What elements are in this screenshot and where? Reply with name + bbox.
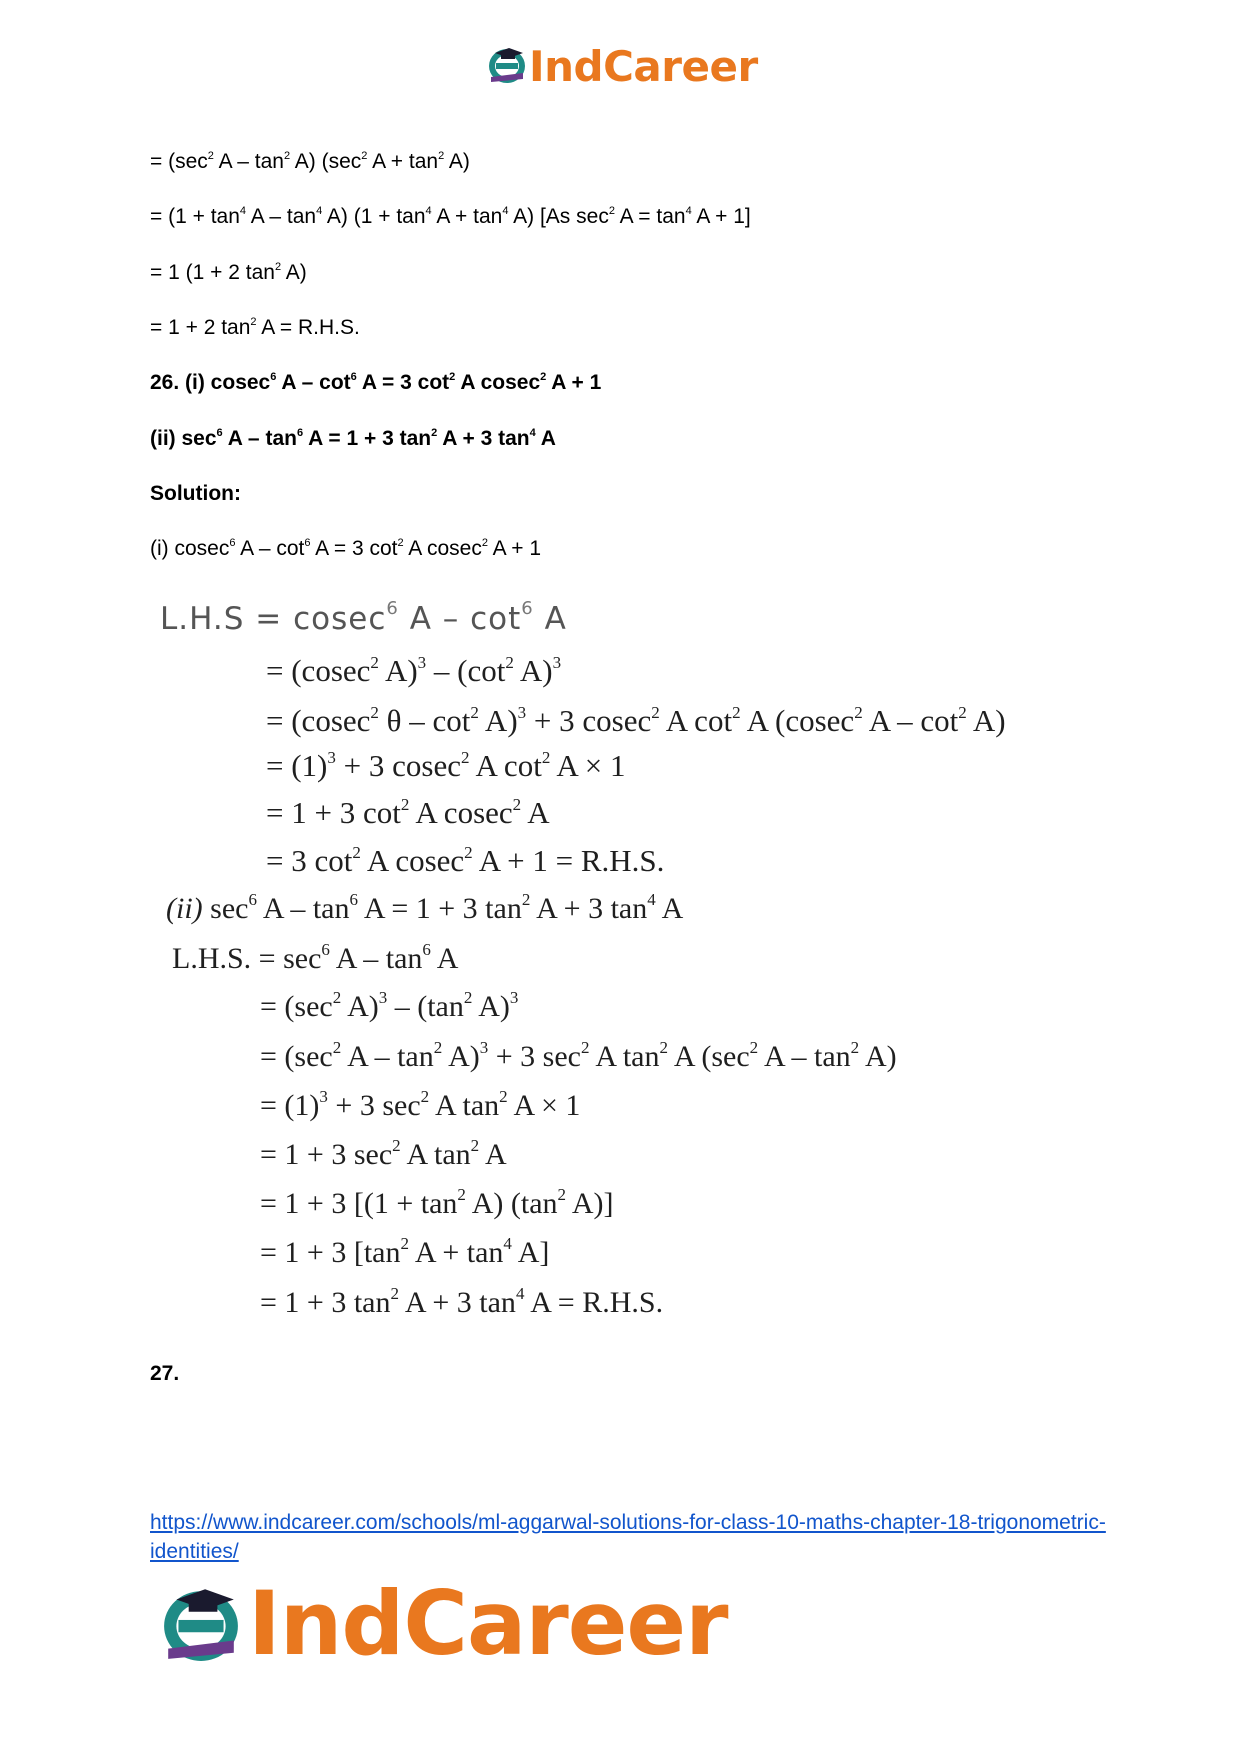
exponent: 4 xyxy=(425,205,432,217)
expression-text: A xyxy=(533,601,567,637)
expression-text: = (1) xyxy=(260,1089,320,1122)
exponent: 2 xyxy=(332,988,342,1007)
solution-step xyxy=(166,890,684,925)
exponent: 6 xyxy=(349,890,358,909)
exponent: 6 xyxy=(270,371,277,383)
solution-step xyxy=(266,655,561,686)
expression-text: A) xyxy=(472,990,510,1023)
expression-text: A – tan xyxy=(213,150,284,173)
expression-text: = (1) xyxy=(266,748,328,783)
exponent: 2 xyxy=(580,1038,590,1057)
expression-text: θ – cot xyxy=(378,703,471,738)
exponent: 2 xyxy=(460,748,470,767)
exponent: 4 xyxy=(647,890,656,909)
exponent: 3 xyxy=(552,653,562,672)
solution-step xyxy=(260,1136,507,1171)
expression-text: 26. (i) cosec xyxy=(150,371,271,394)
logo-wordmark: IndCareer xyxy=(529,41,758,91)
solution-step xyxy=(260,1038,897,1073)
exponent: 2 xyxy=(392,1136,401,1155)
expression-text: A – tan xyxy=(329,942,423,975)
expression-text: A) (1 + tan xyxy=(322,205,426,228)
text-line xyxy=(150,204,751,230)
expression-text: A + 3 tan xyxy=(399,1286,516,1319)
expression-text: A × 1 xyxy=(507,1089,581,1122)
expression-text: L.H.S = cosec xyxy=(160,601,387,637)
expression-text: A tan xyxy=(589,1040,660,1073)
exponent: 4 xyxy=(503,1234,512,1253)
expression-text: A) xyxy=(341,990,379,1023)
expression-text: A xyxy=(479,1138,507,1171)
exponent: 2 xyxy=(274,261,282,273)
solution-step xyxy=(172,940,459,975)
expression-text: = (sec xyxy=(260,990,333,1023)
expression-text: A) (tan xyxy=(465,1187,558,1220)
expression-text: + 3 sec xyxy=(488,1040,581,1073)
exponent: 6 xyxy=(386,598,399,619)
expression-text: A – tan xyxy=(222,427,297,450)
text-line xyxy=(150,149,470,175)
expression-text: = (cosec xyxy=(266,653,371,688)
expression-text: A × 1 xyxy=(550,748,626,783)
expression-text: A = 1 + 3 tan xyxy=(357,892,522,925)
expression-text: A = 1 + 3 tan xyxy=(303,427,432,450)
exponent: 2 xyxy=(464,843,473,862)
expression-text: A xyxy=(521,795,550,830)
part-label: (ii) xyxy=(166,892,203,925)
exponent: 6 xyxy=(350,371,357,383)
expression-text: (i) cosec xyxy=(150,537,230,560)
expression-text: = (sec xyxy=(260,1040,333,1073)
exponent: 2 xyxy=(370,653,379,672)
solution-step xyxy=(260,988,519,1023)
exponent: 4 xyxy=(529,427,536,439)
expression-text: A + 1] xyxy=(691,205,751,228)
expression-text: A + 1 = R.H.S. xyxy=(472,843,665,878)
expression-text: A = tan xyxy=(614,205,686,228)
indcareer-logo-footer[interactable] xyxy=(160,1572,728,1675)
expression-text: = 1 + 3 cot xyxy=(266,795,401,830)
expression-text: = 3 cot xyxy=(266,843,353,878)
expression-text: A = 3 cot xyxy=(356,371,450,394)
expression-text: A) xyxy=(478,703,518,738)
exponent: 2 xyxy=(449,371,456,383)
exponent: 3 xyxy=(517,703,527,722)
expression-text: A + 3 tan xyxy=(530,892,648,925)
expression-text: A = R.H.S. xyxy=(524,1286,664,1319)
expression-text: A cot xyxy=(659,703,733,738)
solution-step xyxy=(260,1087,581,1122)
exponent: 2 xyxy=(651,703,660,722)
exponent: 2 xyxy=(481,537,488,549)
source-url-link[interactable]: https://www.indcareer.com/schools/ml-aggarwal-solutions-for-class-10-maths-chapter-18-trigonometric-identities/ xyxy=(150,1511,1106,1563)
expression-text: A] xyxy=(511,1236,550,1269)
expression-text: A cosec xyxy=(409,795,513,830)
exponent: 3 xyxy=(378,988,388,1007)
exponent: 3 xyxy=(327,748,336,767)
expression-text: = 1 + 3 [(1 + tan xyxy=(260,1187,458,1220)
exponent: 6 xyxy=(304,537,311,549)
expression-text: – (tan xyxy=(387,990,464,1023)
expression-text: A – cot xyxy=(235,537,305,560)
expression-text: = 1 (1 + 2 tan xyxy=(150,261,275,284)
exponent: 2 xyxy=(521,890,531,909)
expression-text: L.H.S. = sec xyxy=(172,942,322,975)
expression-text: A (sec xyxy=(667,1040,750,1073)
exponent: 2 xyxy=(370,703,379,722)
expression-text: A) xyxy=(442,1040,480,1073)
solution-label xyxy=(150,481,241,507)
exponent: 6 xyxy=(321,940,330,959)
expression-text: = (1 + tan xyxy=(150,205,240,228)
expression-text: A + 1 xyxy=(546,371,602,394)
expression-text: A cot xyxy=(469,748,542,783)
solution-step xyxy=(266,705,1006,736)
exponent: 2 xyxy=(470,1136,480,1155)
expression-text: A + 3 tan xyxy=(437,427,530,450)
exponent: 6 xyxy=(296,427,304,439)
text-line xyxy=(150,536,541,562)
exponent: 2 xyxy=(433,1038,443,1057)
exponent: 3 xyxy=(509,988,519,1007)
exponent: 4 xyxy=(316,205,323,217)
expression-text: A tan xyxy=(429,1089,500,1122)
expression-text: A – tan xyxy=(341,1040,434,1073)
expression-text: A) xyxy=(378,653,418,688)
exponent: 2 xyxy=(361,150,368,162)
expression-text: A + tan xyxy=(367,150,439,173)
exponent: 2 xyxy=(540,371,547,383)
exponent: 2 xyxy=(463,988,473,1007)
expression-text: A cosec xyxy=(403,537,482,560)
expression-text: A – cot xyxy=(276,371,351,394)
expression-text: = (cosec xyxy=(266,703,371,738)
exponent: 6 xyxy=(216,427,223,439)
exponent: 6 xyxy=(229,537,236,549)
expression-text: A + 1 xyxy=(487,537,542,560)
expression-text: A (cosec xyxy=(740,703,855,738)
exponent: 3 xyxy=(479,1038,489,1057)
exponent: 2 xyxy=(470,703,479,722)
expression-text: A tan xyxy=(400,1138,471,1171)
expression-text: A xyxy=(655,892,684,925)
indcareer-logo-header[interactable] xyxy=(487,41,758,91)
exponent: 6 xyxy=(521,598,534,619)
graduation-cap-book-icon xyxy=(487,44,527,89)
expression-text: A = 3 cot xyxy=(310,537,398,560)
exponent: 2 xyxy=(283,150,291,162)
exponent: 2 xyxy=(332,1038,342,1057)
exponent: 2 xyxy=(431,427,438,439)
expression-text: A xyxy=(535,427,556,450)
exponent: 4 xyxy=(502,205,509,217)
expression-text: A cosec xyxy=(455,371,541,394)
text-line xyxy=(150,315,360,341)
graduation-cap-book-icon xyxy=(160,1581,242,1668)
exponent: 2 xyxy=(659,1038,668,1057)
expression-text: A) [As sec xyxy=(508,205,609,228)
exponent: 2 xyxy=(438,150,445,162)
expression-text: sec xyxy=(202,892,249,925)
solution-step xyxy=(260,1234,550,1269)
exponent: 2 xyxy=(352,843,361,862)
expression-text: = (sec xyxy=(150,150,208,173)
question-heading xyxy=(150,370,601,396)
exponent: 2 xyxy=(505,653,514,672)
expression-text: A – tan xyxy=(758,1040,851,1073)
logo-wordmark: IndCareer xyxy=(248,1572,728,1675)
expression-text: A – tan xyxy=(246,205,317,228)
expression-text: (ii) sec xyxy=(150,427,217,450)
exponent: 2 xyxy=(541,748,551,767)
expression-text: = 1 + 2 tan xyxy=(150,316,251,339)
exponent: 3 xyxy=(319,1087,328,1106)
solution-step xyxy=(266,845,664,876)
exponent: 2 xyxy=(958,703,967,722)
expression-text: A + tan xyxy=(431,205,503,228)
question-heading xyxy=(150,426,556,452)
exponent: 2 xyxy=(457,1185,466,1204)
expression-text: A) (sec xyxy=(290,150,362,173)
expression-text: A xyxy=(430,942,459,975)
solution-step xyxy=(260,1185,614,1220)
solution-step xyxy=(260,1284,664,1319)
expression-text: A – cot xyxy=(398,601,522,637)
exponent: 2 xyxy=(749,1038,759,1057)
expression-text: + 3 cosec xyxy=(335,748,461,783)
exponent: 2 xyxy=(400,795,410,814)
expression-text: A = R.H.S. xyxy=(256,316,360,339)
expression-text: = 1 + 3 [tan xyxy=(260,1236,401,1269)
exponent: 2 xyxy=(732,703,741,722)
expression-text: A – tan xyxy=(256,892,350,925)
expression-text: A) xyxy=(444,150,470,173)
expression-text: A) xyxy=(513,653,553,688)
solution-step xyxy=(266,797,550,828)
exponent: 2 xyxy=(400,1234,409,1253)
exponent: 2 xyxy=(499,1087,508,1106)
exponent: 2 xyxy=(608,205,615,217)
solution-step xyxy=(160,598,567,637)
exponent: 2 xyxy=(420,1087,430,1106)
expression-text: A) xyxy=(859,1040,897,1073)
exponent: 2 xyxy=(207,150,214,162)
expression-text: A – cot xyxy=(862,703,959,738)
expression-text: – (cot xyxy=(426,653,506,688)
exponent: 2 xyxy=(397,537,404,549)
exponent: 2 xyxy=(854,703,863,722)
expression-text: = 1 + 3 sec xyxy=(260,1138,393,1171)
question-number: 27. xyxy=(150,1362,180,1385)
exponent: 2 xyxy=(512,795,522,814)
expression-text: Solution: xyxy=(150,482,241,505)
expression-text: A + tan xyxy=(408,1236,504,1269)
solution-step xyxy=(266,750,626,781)
exponent: 4 xyxy=(515,1284,525,1303)
expression-text: + 3 sec xyxy=(327,1089,421,1122)
exponent: 4 xyxy=(239,205,247,217)
expression-text: = 1 + 3 tan xyxy=(260,1286,391,1319)
exponent: 6 xyxy=(422,940,431,959)
exponent: 3 xyxy=(417,653,427,672)
exponent: 6 xyxy=(248,890,257,909)
text-line xyxy=(150,260,307,286)
exponent: 2 xyxy=(390,1284,399,1303)
exponent: 2 xyxy=(250,316,257,328)
expression-text: A cosec xyxy=(360,843,465,878)
expression-text: A)] xyxy=(566,1187,614,1220)
exponent: 4 xyxy=(685,205,692,217)
exponent: 2 xyxy=(850,1038,860,1057)
expression-text: + 3 cosec xyxy=(526,703,652,738)
expression-text: A) xyxy=(966,703,1006,738)
expression-text: A) xyxy=(281,261,307,284)
exponent: 2 xyxy=(557,1185,567,1204)
